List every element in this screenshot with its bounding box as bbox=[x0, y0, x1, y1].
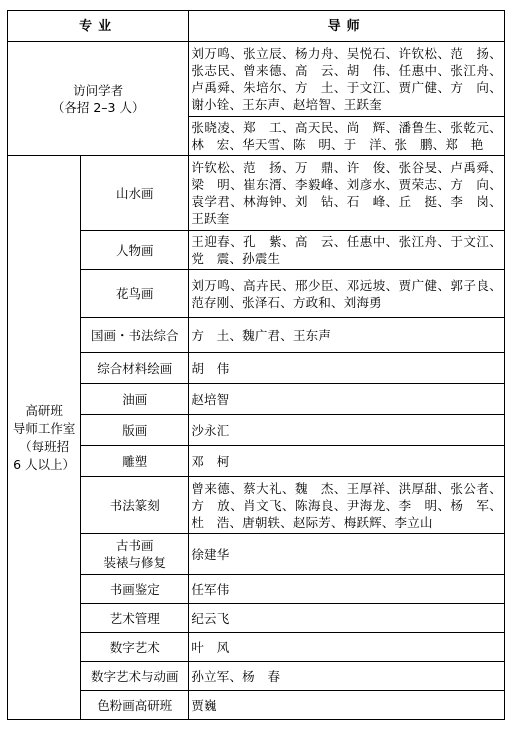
tutor-table bbox=[7, 10, 505, 720]
major-tutors: 孙立军、杨 春 bbox=[189, 662, 505, 691]
advanced-label-line4: 6 人以上） bbox=[13, 456, 76, 472]
major-name: 数字艺术 bbox=[81, 633, 189, 662]
major-name: 油画 bbox=[81, 384, 189, 415]
major-tutors: 沙永汇 bbox=[189, 415, 505, 446]
major-name: 人物画 bbox=[81, 231, 189, 270]
header-tutor: 导师 bbox=[189, 11, 505, 42]
table-row bbox=[8, 156, 505, 231]
major-tutors: 刘万鸣、高卉民、邢少臣、邓远坡、贾广健、郭子良、范存刚、张泽石、方政和、刘海勇 bbox=[189, 270, 505, 318]
major-tutors: 许钦松、范 扬、万 鼎、许 俊、张谷旻、卢禹舜、梁 明、崔东湑、李毅峰、刘彦水、贾荣志、方 向、袁学君、林海钟、刘 钻、石 峰、丘 挺、李 岗、王跃奎 bbox=[189, 156, 505, 231]
visiting-note: （各招 2–3 人） bbox=[51, 99, 145, 115]
table-row bbox=[8, 534, 505, 575]
table-row bbox=[8, 446, 505, 477]
visiting-tutors-1: 刘万鸣、张立辰、杨力舟、吴悦石、许钦松、范 扬、张志民、曾来德、高 云、胡 伟、任惠中、张江舟、卢禹舜、朱培尔、方 土、于文江、贾广健、方 向、谢小铨、王东声、赵培智、王跃奎 bbox=[189, 42, 505, 117]
major-tutors: 胡 伟 bbox=[189, 353, 505, 384]
major-tutors: 王迎春、孔 紫、高 云、任惠中、张江舟、于文江、党 震、孙震生 bbox=[189, 231, 505, 270]
table-row bbox=[8, 575, 505, 604]
major-name: 雕塑 bbox=[81, 446, 189, 477]
major-name: 色粉画高研班 bbox=[81, 691, 189, 720]
table-row bbox=[8, 604, 505, 633]
major-name bbox=[81, 534, 189, 575]
major-name-line2: 装裱与修复 bbox=[103, 555, 166, 570]
header-major: 专业 bbox=[8, 11, 189, 42]
table-row bbox=[8, 477, 505, 534]
major-tutors: 贾巍 bbox=[189, 691, 505, 720]
major-tutors: 邓 柯 bbox=[189, 446, 505, 477]
major-name: 山水画 bbox=[81, 156, 189, 231]
advanced-label-cell bbox=[8, 156, 81, 720]
table-row bbox=[8, 353, 505, 384]
major-tutors: 赵培智 bbox=[189, 384, 505, 415]
major-tutors: 徐建华 bbox=[189, 534, 505, 575]
table-row bbox=[8, 231, 505, 270]
table-row bbox=[8, 270, 505, 318]
major-name: 综合材料绘画 bbox=[81, 353, 189, 384]
table-row bbox=[8, 662, 505, 691]
major-tutors: 方 土、魏广君、王东声 bbox=[189, 318, 505, 353]
advanced-label-line2: 导师工作室 bbox=[12, 420, 76, 436]
major-name: 版画 bbox=[81, 415, 189, 446]
major-tutors: 叶 风 bbox=[189, 633, 505, 662]
major-tutors: 纪云飞 bbox=[189, 604, 505, 633]
table-row bbox=[8, 384, 505, 415]
table-row bbox=[8, 691, 505, 720]
visiting-label-cell bbox=[8, 42, 189, 156]
major-tutors: 任军伟 bbox=[189, 575, 505, 604]
major-name-line1: 古书画 bbox=[115, 538, 154, 553]
advanced-label-line3: （每班招 bbox=[19, 438, 70, 454]
major-name: 国画・书法综合 bbox=[81, 318, 189, 353]
tutor-table-container bbox=[7, 10, 505, 720]
major-name: 书画鉴定 bbox=[81, 575, 189, 604]
major-name: 花鸟画 bbox=[81, 270, 189, 318]
table-row bbox=[8, 318, 505, 353]
table-row bbox=[8, 633, 505, 662]
advanced-label-line1: 高研班 bbox=[25, 402, 63, 418]
major-name: 数字艺术与动画 bbox=[81, 662, 189, 691]
major-tutors: 曾来德、蔡大礼、魏 杰、王厚祥、洪厚甜、张公者、方 放、肖文飞、陈海良、尹海龙、李 明、杨 军、杜 浩、唐朝轶、赵际芳、梅跃辉、李立山 bbox=[189, 477, 505, 534]
major-name: 书法篆刻 bbox=[81, 477, 189, 534]
visiting-label: 访问学者 bbox=[73, 82, 124, 98]
visiting-tutors-2: 张晓凌、郑 工、高天民、尚 辉、潘鲁生、张乾元、林 宏、华天雪、陈 明、于 洋、张 鹏、郑 艳 bbox=[189, 117, 505, 156]
major-name: 艺术管理 bbox=[81, 604, 189, 633]
table-row bbox=[8, 415, 505, 446]
header-row bbox=[8, 11, 505, 42]
visiting-row-1 bbox=[8, 42, 505, 117]
